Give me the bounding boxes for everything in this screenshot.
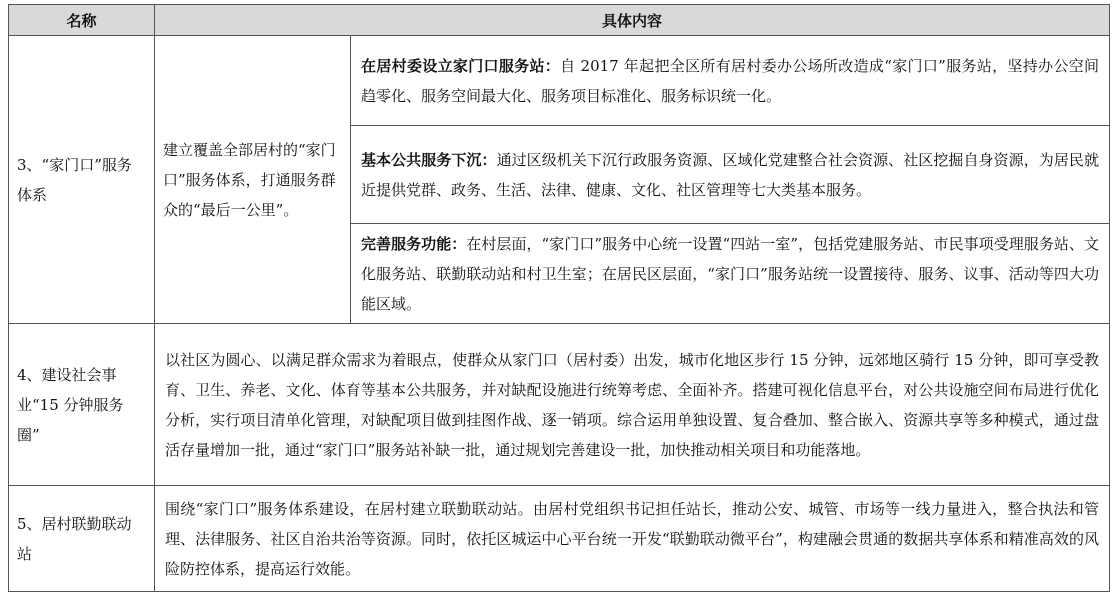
table-row (9, 36, 1110, 126)
table-row (9, 324, 1110, 486)
content-cell: 以社区为圆心、以满足群众需求为着眼点，使群众从家门口（居村委）出发，城市化地区步行 15 分钟，远郊地区骑行 15 分钟，即可享受教育、卫生、养老、文化、体育等基本公共服务，并对缺配设施进行统筹考虑、全面补齐。搭建可视化信息平台，对公共设施空间布局进行优化分析，实行项目清单化管理，对缺配项目做到挂图作战、逐一销项。综合运用单独设置、复合叠加、整合嵌入、资源共享等多种模式，通过盘活存量增加一批，通过“家门口”服务站补缺一批，通过规划完善建设一批，加快推动相关项目和功能落地。 (155, 324, 1110, 486)
item-text: 通过区级机关下沉行政服务资源、区域化党建整合社会资源、社区挖掘自身资源，为居民就近提供党群、政务、生活、法律、健康、文化、社区管理等七大类基本服务。 (361, 150, 1099, 199)
content-cell (351, 126, 1110, 224)
header-name: 名称 (9, 5, 155, 36)
row-name: 3、“家门口”服务体系 (9, 36, 155, 324)
row-name: 5、居村联勤联动站 (9, 486, 155, 592)
row-goal: 建立覆盖全部居村的“家门口”服务体系，打通服务群众的“最后一公里”。 (155, 36, 351, 324)
item-text: 在村层面，“家门口”服务中心统一设置“四站一室”，包括党建服务站、市民事项受理服务站、文化服务站、联勤联动站和村卫生室；在居民区层面，“家门口”服务站统一设置接待、服务、议事、活动等四大功能区域。 (361, 234, 1099, 313)
item-lead: 在居村委设立家门口服务站： (361, 56, 561, 75)
content-cell (351, 36, 1110, 126)
item-lead: 基本公共服务下沉： (361, 150, 497, 169)
row-name: 4、建设社会事业“15 分钟服务圈” (9, 324, 155, 486)
item-lead: 完善服务功能： (361, 234, 467, 253)
header-row (9, 5, 1110, 36)
policy-table (8, 4, 1110, 592)
header-content: 具体内容 (155, 5, 1110, 36)
table-row (9, 486, 1110, 592)
item-text: 自 2017 年起把全区所有居村委办公场所改造成“家门口”服务站，坚持办公空间趋零化、服务空间最大化、服务项目标准化、服务标识统一化。 (361, 56, 1099, 105)
content-cell (351, 224, 1110, 324)
content-cell: 围绕“家门口”服务体系建设，在居村建立联勤联动站。由居村党组织书记担任站长，推动公安、城管、市场等一线力量进入，整合执法和管理、法律服务、社区自治共治等资源。同时，依托区城运中心平台统一开发“联勤联动微平台”，构建融会贯通的数据共享体系和精准高效的风险防控体系，提高运行效能。 (155, 486, 1110, 592)
